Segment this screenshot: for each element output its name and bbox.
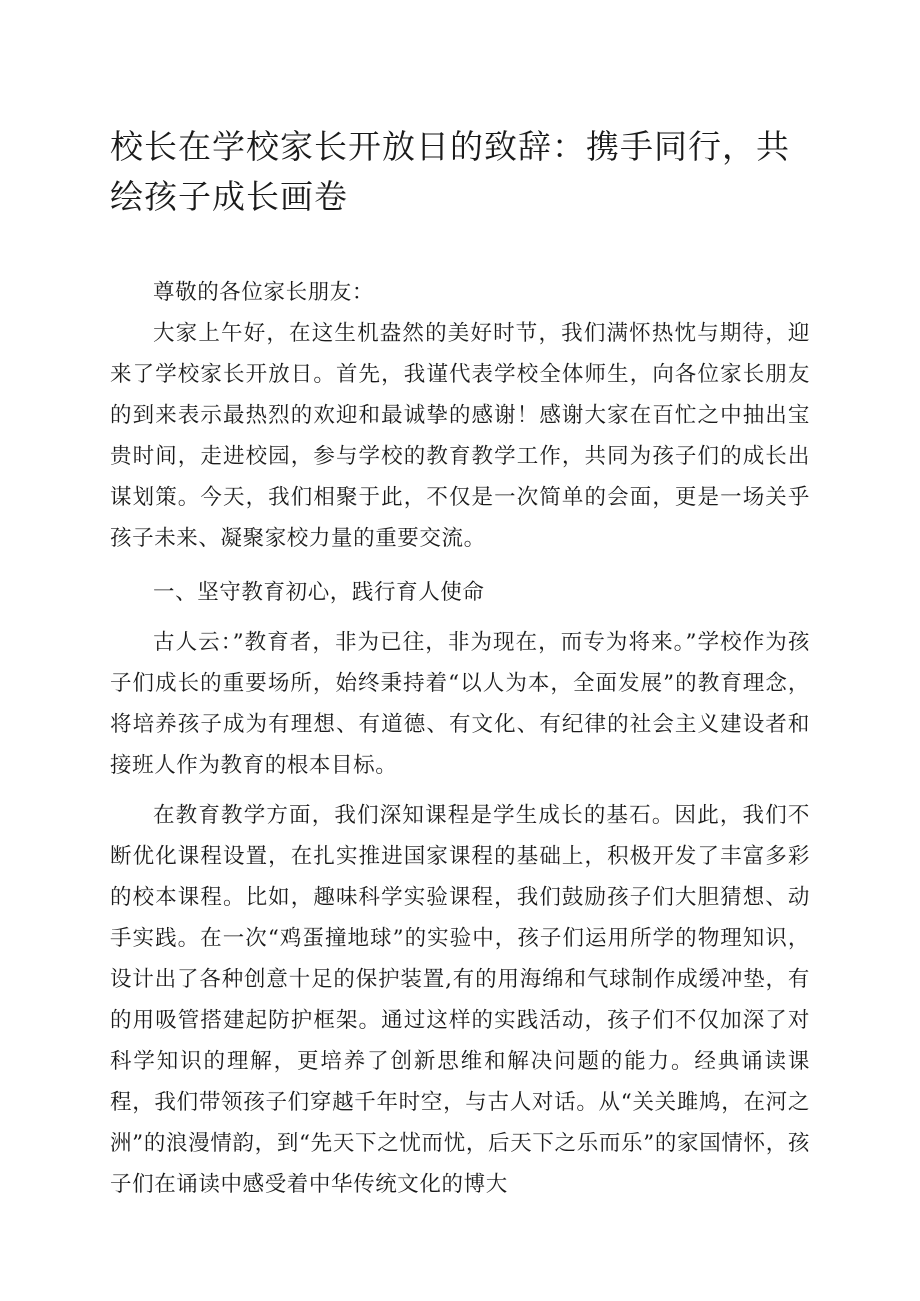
document-body xyxy=(110,272,810,1205)
section-heading: 一、坚守教育初心，践行育人使命 xyxy=(153,580,485,605)
paragraph-greeting: 大家上午好，在这生机盎然的美好时节，我们满怀热忱与期待，迎来了学校家长开放日。首先，我谨代表学校全体师生，向各位家长朋友的到来表示最热烈的欢迎和最诚挚的感谢！感谢大家在百忙之中抽出宝贵时间，走进校园，参与学校的教育教学工作，共同为孩子们的成长出谋划策。今天，我们相聚于此，不仅是一次简单的会面，更是一场关乎孩子未来、凝聚家校力量的重要交流。 xyxy=(110,321,810,551)
salutation: 尊敬的各位家长朋友： xyxy=(153,280,375,305)
document-title: 校长在学校家长开放日的致辞：携手同行，共绘孩子成长画卷 xyxy=(110,127,790,216)
paragraph-curriculum: 在教育教学方面，我们深知课程是学生成长的基石。因此，我们不断优化课程设置，在扎实推进国家课程的基础上，积极开发了丰富多彩的校本课程。比如，趣味科学实验课程，我们鼓励孩子们大胆猜想、动手实践。在一次“鸡蛋撞地球”的实验中，孩子们运用所学的物理知识，设计出了各种创意十足的保护装置,有的用海绵和气球制作成缓冲垫，有的用吸管搭建起防护框架。通过这样的实践活动，孩子们不仅加深了对科学知识的理解，更培养了创新思维和解决问题的能力。经典诵读课程，我们带领孩子们穿越千年时空，与古人对话。从“关关雎鸠，在河之洲”的浪漫情韵，到“先天下之忧而忧，后天下之乐而乐”的家国情怀，孩子们在诵读中感受着中华传统文化的博大 xyxy=(110,803,810,1197)
paragraph-quote: 古人云：”教育者，非为已往，非为现在，而专为将来。”学校作为孩子们成长的重要场所，始终秉持着“以人为本，全面发展”的教育理念，将培养孩子成为有理想、有道德、有文化、有纪律的社会主义建设者和接班人作为教育的根本目标。 xyxy=(110,630,810,778)
